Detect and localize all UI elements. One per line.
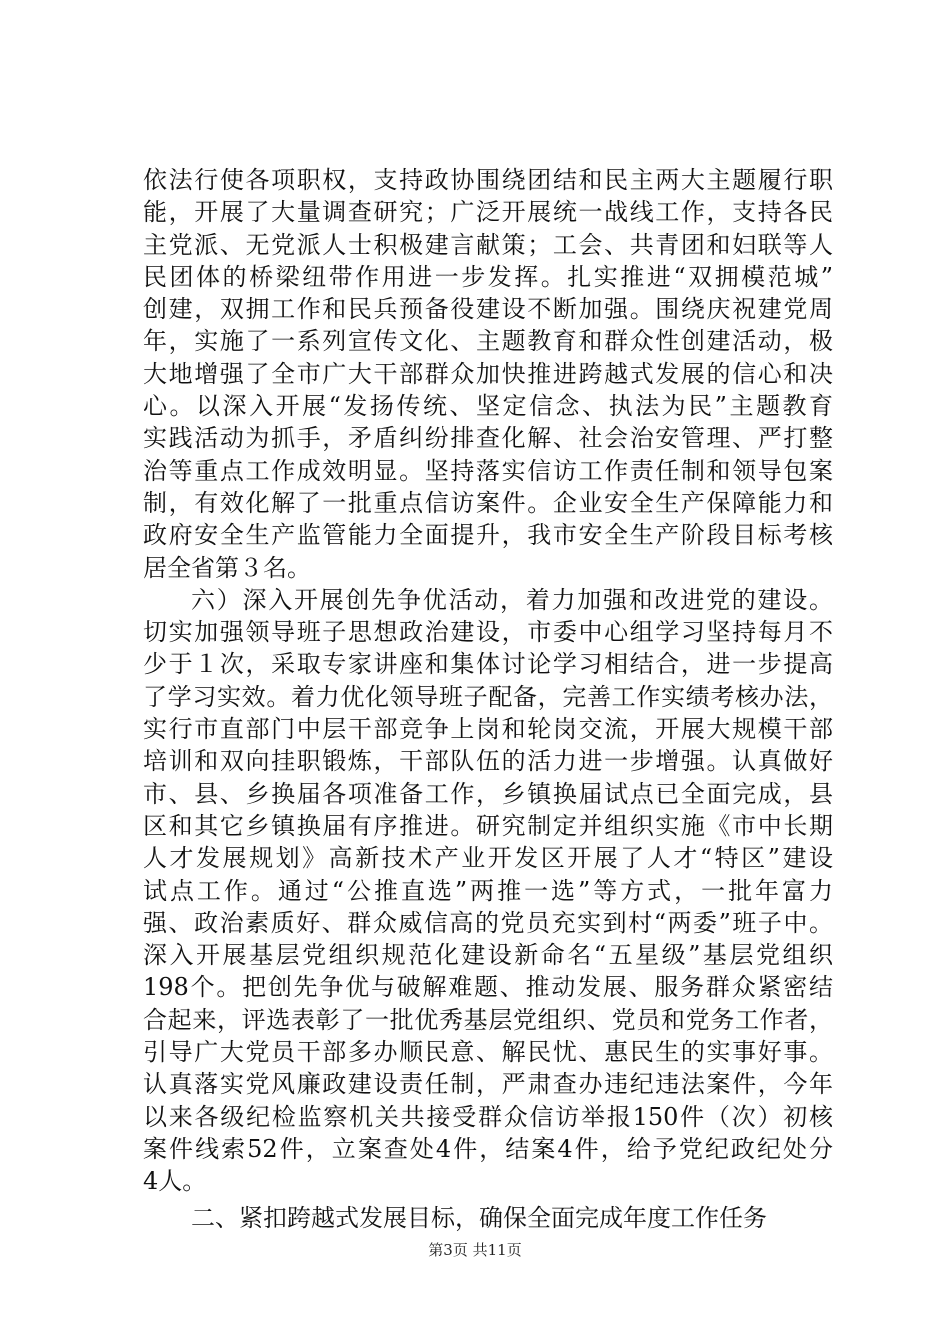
text-line: 市、县、乡换届各项准备工作，乡镇换届试点已全面完成，县 bbox=[143, 779, 833, 808]
text-line: 引导广大党员干部多办顺民意、解民忧、惠民生的实事好事。 bbox=[143, 1038, 833, 1067]
text-line: 了学习实效。着力优化领导班子配备，完善工作实绩考核办法， bbox=[143, 682, 833, 711]
body-text bbox=[143, 164, 833, 1234]
text-line: 4人。 bbox=[143, 1167, 207, 1196]
text-line: 少于１次，采取专家讲座和集体讨论学习相结合，进一步提高 bbox=[143, 650, 833, 679]
text-line: 案件线索52件，立案查处4件，结案4件，给予党纪政纪处分 bbox=[143, 1134, 833, 1163]
text-line: 能，开展了大量调查研究；广泛开展统一战线工作，支持各民 bbox=[143, 198, 833, 227]
text-line: 民团体的桥梁纽带作用进一步发挥。扎实推进“双拥模范城” bbox=[143, 262, 833, 291]
text-line: 实践活动为抓手，矛盾纠纷排查化解、社会治安管理、严打整 bbox=[143, 424, 833, 453]
text-line: 切实加强领导班子思想政治建设，市委中心组学习坚持每月不 bbox=[143, 618, 833, 647]
text-line: 大地增强了全市广大干部群众加快推进跨越式发展的信心和决 bbox=[143, 359, 833, 388]
text-line: 心。以深入开展“发扬传统、坚定信念、执法为民”主题教育 bbox=[143, 392, 833, 421]
text-line: 以来各级纪检监察机关共接受群众信访举报150件（次）初核 bbox=[143, 1102, 833, 1131]
text-line: 深入开展基层党组织规范化建设新命名“五星级”基层党组织 bbox=[143, 941, 833, 970]
text-line: 政府安全生产监管能力全面提升，我市安全生产阶段目标考核 bbox=[143, 521, 833, 550]
text-line: 试点工作。通过“公推直选”两推一选”等方式，一批年富力 bbox=[143, 876, 833, 905]
text-line: 培训和双向挂职锻炼，干部队伍的活力进一步增强。认真做好 bbox=[143, 747, 833, 776]
text-line: 198个。把创先争优与破解难题、推动发展、服务群众紧密结 bbox=[143, 973, 833, 1002]
text-line: 合起来，评选表彰了一批优秀基层党组织、党员和党务工作者， bbox=[143, 1005, 833, 1034]
section-start-line: 六）深入开展创先争优活动，着力加强和改进党的建设。 bbox=[191, 585, 833, 614]
text-line: 居全省第３名。 bbox=[143, 553, 311, 582]
text-line: 治等重点工作成效明显。坚持落实信访工作责任制和领导包案 bbox=[143, 456, 833, 485]
text-line: 创建，双拥工作和民兵预备役建设不断加强。围绕庆祝建党周 bbox=[143, 295, 833, 324]
section-heading: 二、紧扣跨越式发展目标，确保全面完成年度工作任务 bbox=[191, 1203, 767, 1232]
text-line: 年，实施了一系列宣传文化、主题教育和群众性创建活动，极 bbox=[143, 327, 833, 356]
text-line: 制，有效化解了一批重点信访案件。企业安全生产保障能力和 bbox=[143, 488, 833, 517]
text-line: 区和其它乡镇换届有序推进。研究制定并组织实施《市中长期 bbox=[143, 811, 833, 840]
page-footer: 第3页 共11页 bbox=[428, 1241, 522, 1259]
text-line: 人才发展规划》高新技术产业开发区开展了人才“特区”建设 bbox=[143, 844, 833, 873]
text-line: 主党派、无党派人士积极建言献策；工会、共青团和妇联等人 bbox=[143, 230, 833, 259]
text-line: 实行市直部门中层干部竞争上岗和轮岗交流，开展大规模干部 bbox=[143, 715, 833, 744]
text-line: 强、政治素质好、群众威信高的党员充实到村“两委”班子中。 bbox=[143, 908, 833, 937]
text-line: 认真落实党风廉政建设责任制，严肃查办违纪违法案件，今年 bbox=[143, 1070, 833, 1099]
text-line: 依法行使各项职权，支持政协围绕团结和民主两大主题履行职 bbox=[143, 166, 833, 194]
